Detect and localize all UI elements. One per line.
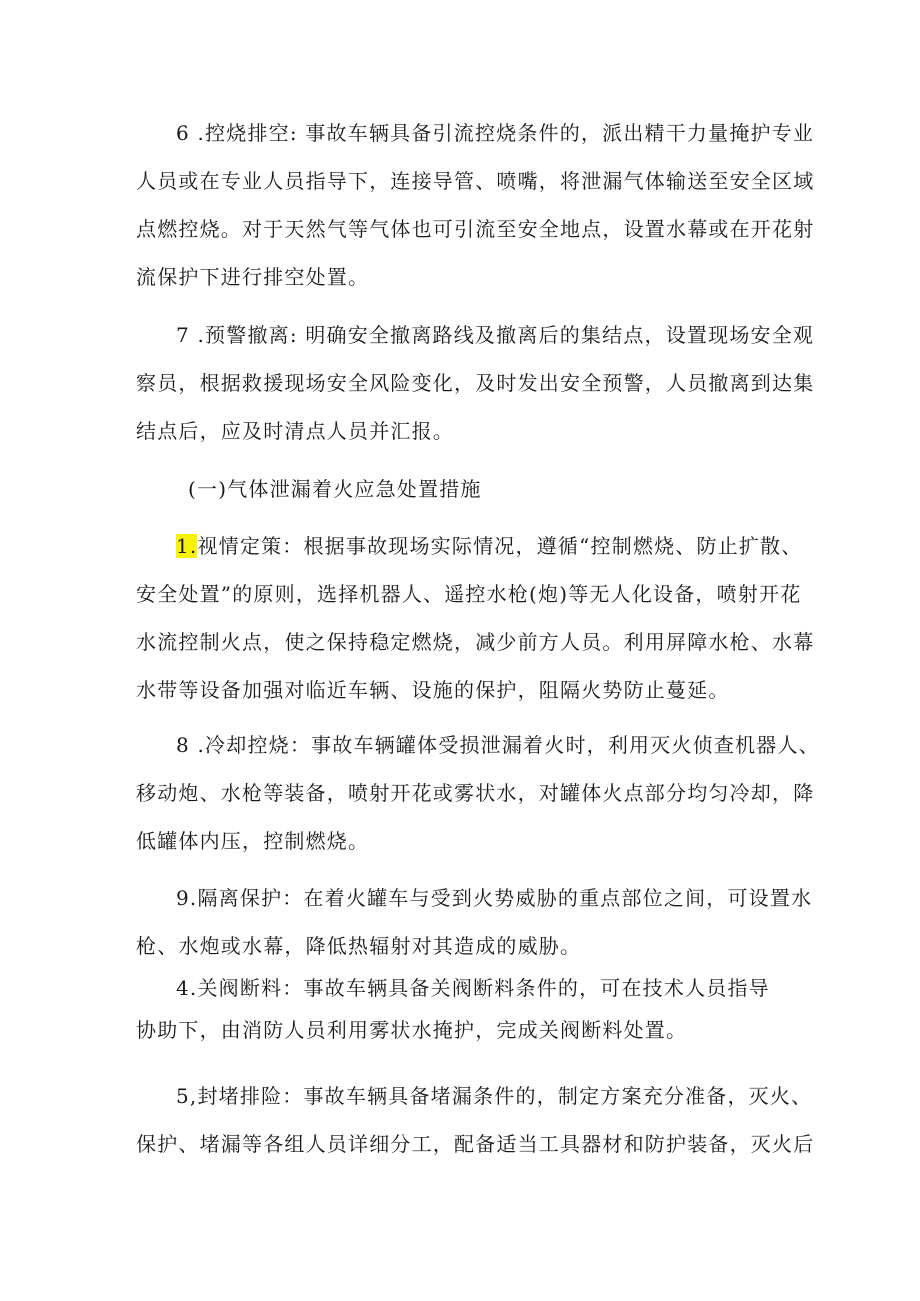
text-line: 流保护下进行排空处置。 — [136, 265, 370, 289]
highlight-number: 1. — [176, 534, 198, 558]
text-line: 察员，根据救援现场安全风险变化，及时发出安全预警，人员撤离到达集 — [136, 371, 815, 395]
text-line: 4.关阀断料：事故车辆具备关阀断料条件的，可在技术人员指导 — [176, 976, 770, 1000]
text-line: 安全处置”的原则，选择机器人、遥控水枪(炮)等无人化设备，喷射开花 — [136, 582, 802, 606]
text-line: 人员或在专业人员指导下，连接导管、喷嘴，将泄漏气体输送至安全区域 — [136, 169, 815, 193]
heading-text: (一)气体泄漏着火应急处置措施 — [188, 477, 482, 501]
paragraph-6 — [136, 109, 815, 301]
text-line: 保护、堵漏等各组人员详细分工，配备适当工具器材和防护装备，灭火后 — [136, 1132, 815, 1156]
text-line: 5,封堵排险：事故车辆具备堵漏条件的，制定方案充分准备，灭火、 — [176, 1084, 813, 1108]
paragraph-7 — [136, 311, 815, 455]
text-line: 7 .预警撤离: 明确安全撤离路线及撤离后的集结点，设置现场安全观 — [176, 323, 815, 347]
text-line: 点燃控烧。对于天然气等气体也可引流至安全地点，设置水幕或在开花射 — [136, 217, 815, 241]
paragraph-9 — [136, 874, 813, 970]
text-line — [136, 522, 803, 570]
text-line: 协助下，由消防人员利用雾状水掩护，完成关阀断料处置。 — [136, 1018, 688, 1042]
text-line: 移动炮、水枪等装备，喷射开花或雾状水，对罐体火点部分均匀冷却，降 — [136, 781, 815, 805]
text-line: 6 .控烧排空: 事故车辆具备引流控烧条件的，派出精干力量掩护专业 — [176, 121, 815, 145]
text-line: 水流控制火点，使之保持稳定燃烧，减少前方人员。利用屏障水枪、水幕 — [136, 630, 815, 654]
text-line: 结点后，应及时清点人员并汇报。 — [136, 419, 454, 443]
text-line: 水带等设备加强对临近车辆、设施的保护，阻隔火势防止蔓延。 — [136, 678, 730, 702]
paragraph-8 — [136, 721, 820, 865]
paragraph-5 — [136, 1072, 815, 1168]
text-line: 低罐体内压，控制燃烧。 — [136, 829, 370, 853]
text-line: 枪、水炮或水幕，降低热辐射对其造成的威胁。 — [136, 934, 582, 958]
text-segment: 视情定策：根据事故现场实际情况，遵循“控制燃烧、防止扩散、 — [197, 534, 803, 558]
paragraph-4 — [136, 967, 796, 1051]
text-line: 9.隔离保护：在着火罐车与受到火势威胁的重点部位之间，可设置水 — [176, 886, 813, 910]
paragraph-1 — [136, 522, 815, 714]
section-heading — [136, 465, 796, 513]
text-line: 8 .冷却控烧：事故车辆罐体受损泄漏着火时，利用灭火侦查机器人、 — [176, 733, 820, 757]
